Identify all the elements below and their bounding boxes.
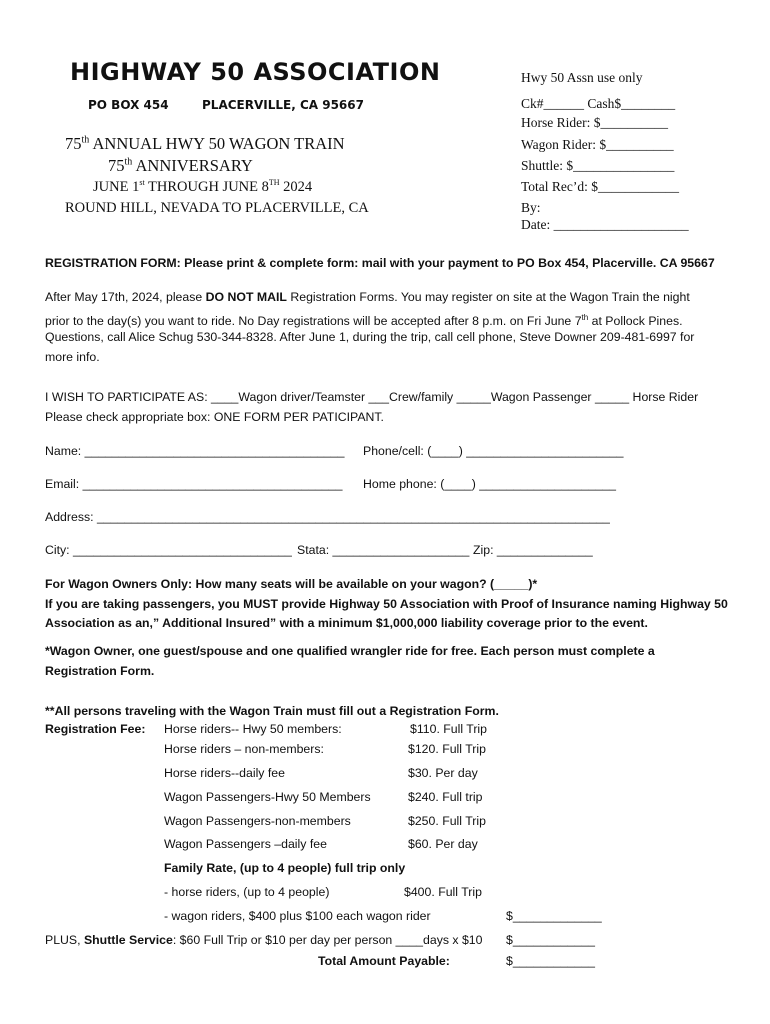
office-shuttle: Shuttle: $_______________	[521, 158, 675, 173]
event-title: 75th ANNUAL HWY 50 WAGON TRAIN	[65, 134, 345, 153]
event-route: ROUND HILL, NEVADA TO PLACERVILLE, CA	[65, 200, 369, 216]
all-persons-note: **All persons traveling with the Wagon Train must fill out a Registration Form.	[45, 704, 499, 718]
address-field[interactable]: Address: ___________________________________________________________________________	[45, 510, 610, 524]
fee-item: Wagon Passengers –daily fee	[164, 837, 327, 851]
fee-price: $60. Per day	[408, 837, 478, 851]
office-total: Total Rec’d: $____________	[521, 179, 680, 194]
office-use-title: Hwy 50 Assn use only	[521, 70, 643, 85]
shuttle-amount[interactable]: $____________	[506, 933, 595, 947]
fee-price: $120. Full Trip	[408, 742, 486, 756]
family-wagon-riders: - wagon riders, $400 plus $100 each wagon rider	[164, 909, 431, 923]
office-date: Date: ____________________	[521, 217, 689, 232]
event-dates: JUNE 1st THROUGH JUNE 8TH 2024	[93, 178, 313, 195]
participate-note: Please check appropriate box: ONE FORM PER PATICIPANT.	[45, 410, 384, 424]
office-ck-cash: Ck#______ Cash$________	[521, 96, 676, 111]
home-phone-field[interactable]: Home phone: (____) ____________________	[363, 477, 616, 491]
city-header: PLACERVILLE, CA 95667	[202, 98, 364, 112]
registration-fee-label: Registration Fee:	[45, 722, 146, 736]
wagon-seats-question[interactable]: For Wagon Owners Only: How many seats will be available on your wagon? (_____)*	[45, 577, 538, 591]
intro-line-3: Questions, call Alice Schug 530-344-8328. After June 1, during the trip, call cell phone, Steve Downer 209-481-6997 for	[45, 330, 695, 344]
email-field[interactable]: Email: ______________________________________	[45, 477, 343, 491]
office-wagon-rider: Wagon Rider: $__________	[521, 137, 674, 152]
shuttle-service[interactable]: PLUS, Shuttle Service: $60 Full Trip or $10 per day per person ____days x $10	[45, 933, 483, 947]
phone-cell-field[interactable]: Phone/cell: (____) _______________________	[363, 444, 624, 458]
insurance-line-2: Association as an,” Additional Insured” with a minimum $1,000,000 liability coverage prior to the event.	[45, 616, 648, 630]
family-horse-price: $400. Full Trip	[404, 885, 482, 899]
zip-field[interactable]: Zip: ______________	[473, 543, 593, 557]
insurance-line-1: If you are taking passengers, you MUST provide Highway 50 Association with Proof of Insurance naming Highway 50	[45, 597, 728, 611]
event-anniversary: 75th ANNIVERSARY	[108, 156, 253, 175]
org-name: HIGHWAY 50 ASSOCIATION	[70, 58, 441, 86]
free-riders-line-1: *Wagon Owner, one guest/spouse and one qualified wrangler ride for free. Each person must complete a	[45, 644, 655, 658]
fee-item: Horse riders-- Hwy 50 members:	[164, 722, 342, 736]
total-amount-field[interactable]: $____________	[506, 954, 595, 968]
total-amount-label: Total Amount Payable:	[318, 954, 450, 968]
intro-line-4: more info.	[45, 350, 100, 364]
fee-item: Horse riders--daily fee	[164, 766, 285, 780]
fee-price: $240. Full trip	[408, 790, 483, 804]
intro-line-2: prior to the day(s) you want to ride. No Day registrations will be accepted after 8 p.m. on Fri June 7th at Pollock Pines.	[45, 313, 683, 329]
city-field[interactable]: City: ________________________________	[45, 543, 292, 557]
participate-options[interactable]: I WISH TO PARTICIPATE AS: ____Wagon driver/Teamster ___Crew/family _____Wagon Passenger _____ Horse Rider	[45, 390, 699, 404]
fee-price: $250. Full Trip	[408, 814, 486, 828]
office-by: By:	[521, 200, 541, 215]
registration-instructions: REGISTRATION FORM: Please print & complete form: mail with your payment to PO Box 454, Placerville. CA 95667	[45, 256, 715, 270]
intro-line-1: After May 17th, 2024, please DO NOT MAIL Registration Forms. You may register on site at the Wagon Train the night	[45, 290, 690, 304]
fee-item: Wagon Passengers-Hwy 50 Members	[164, 790, 371, 804]
fee-item: Horse riders – non-members:	[164, 742, 324, 756]
family-horse-riders: - horse riders, (up to 4 people)	[164, 885, 330, 899]
office-horse-rider: Horse Rider: $__________	[521, 115, 668, 130]
po-box: PO BOX 454	[88, 98, 169, 112]
name-field[interactable]: Name: ______________________________________	[45, 444, 345, 458]
state-field[interactable]: Stata: ____________________	[297, 543, 470, 557]
family-rate-title: Family Rate, (up to 4 people) full trip only	[164, 861, 406, 875]
fee-item: Wagon Passengers-non-members	[164, 814, 351, 828]
family-wagon-amount[interactable]: $_____________	[506, 909, 602, 923]
free-riders-line-2: Registration Form.	[45, 664, 155, 678]
fee-price: $30. Per day	[408, 766, 478, 780]
fee-price: $110. Full Trip	[410, 722, 488, 736]
